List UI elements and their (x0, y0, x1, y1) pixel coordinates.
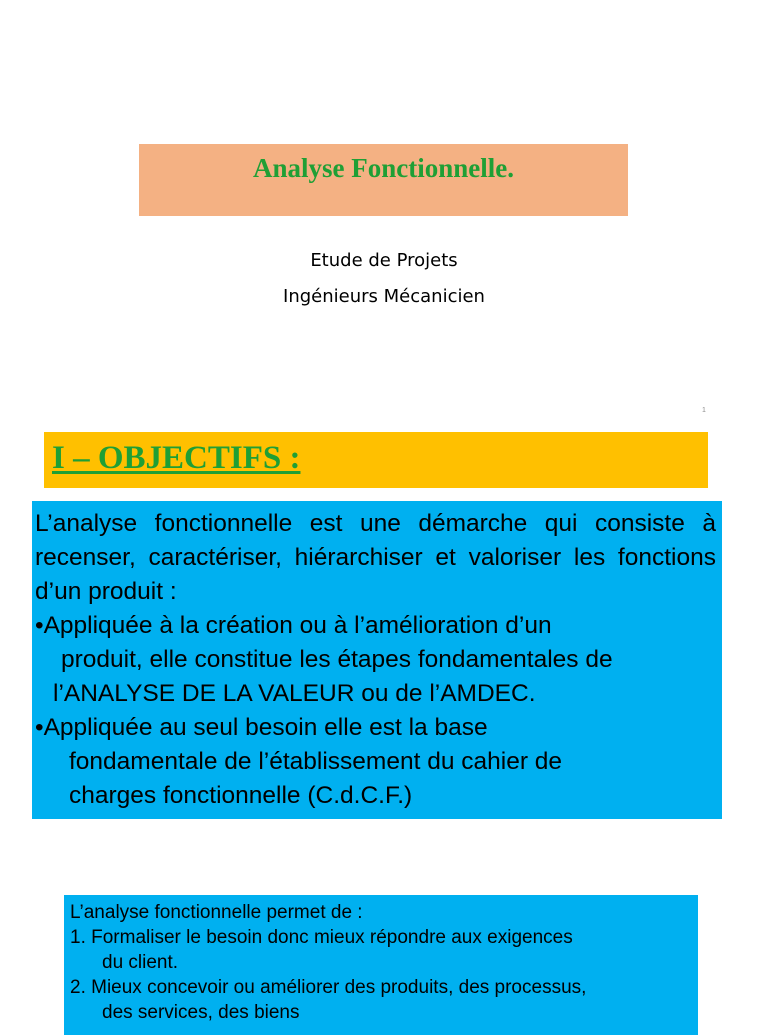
list-item-continuation: des services, des biens (102, 1002, 300, 1023)
subtitle-course: Etude de Projets (310, 250, 458, 271)
section-title: I – OBJECTIFS : (52, 440, 301, 476)
objectives-intro: L’analyse fonctionnelle est une démarche qui consiste à recenser, caractériser, hiérarchiser et valoriser les fonctions d’un produit : (35, 510, 716, 605)
slide-title-box (139, 144, 628, 216)
bullet-line: •Appliquée à la création ou à l’amélioration d’un (35, 612, 552, 639)
subtitle-audience: Ingénieurs Mécanicien (283, 286, 485, 307)
bullet-line: fondamentale de l’établissement du cahier de (69, 748, 563, 775)
section-header-box (44, 432, 708, 488)
list-item: 1. Formaliser le besoin donc mieux répondre aux exigences (70, 927, 573, 948)
term-amdec: AMDEC (440, 680, 529, 707)
text-fragment: ou de l’ (354, 680, 441, 707)
bullet-line (35, 677, 613, 711)
text-fragment: . (528, 680, 536, 707)
bullet-line: produit, elle constitue les étapes fondamentales de (61, 646, 613, 673)
page-number: 1 (702, 407, 706, 414)
list-item: 2. Mieux concevoir ou améliorer des produits, des processus, (70, 977, 587, 998)
bullet-line: charges fonctionnelle (C.d.C.F.) (69, 782, 413, 809)
term-analyse-valeur: ANALYSE DE LA VALEUR (63, 680, 355, 707)
objectives-box (32, 501, 722, 819)
text-fragment: l’ (53, 680, 64, 707)
benefits-list (70, 900, 586, 1025)
benefits-intro: L’analyse fonctionnelle permet de : (70, 902, 363, 923)
bullet-line: •Appliquée au seul besoin elle est la base (35, 714, 488, 741)
bullet-besoin (35, 711, 562, 813)
list-item-continuation: du client. (102, 952, 179, 973)
benefits-box (64, 895, 698, 1035)
bullet-creation (35, 609, 613, 711)
slide-title: Analyse Fonctionnelle. (253, 153, 514, 183)
